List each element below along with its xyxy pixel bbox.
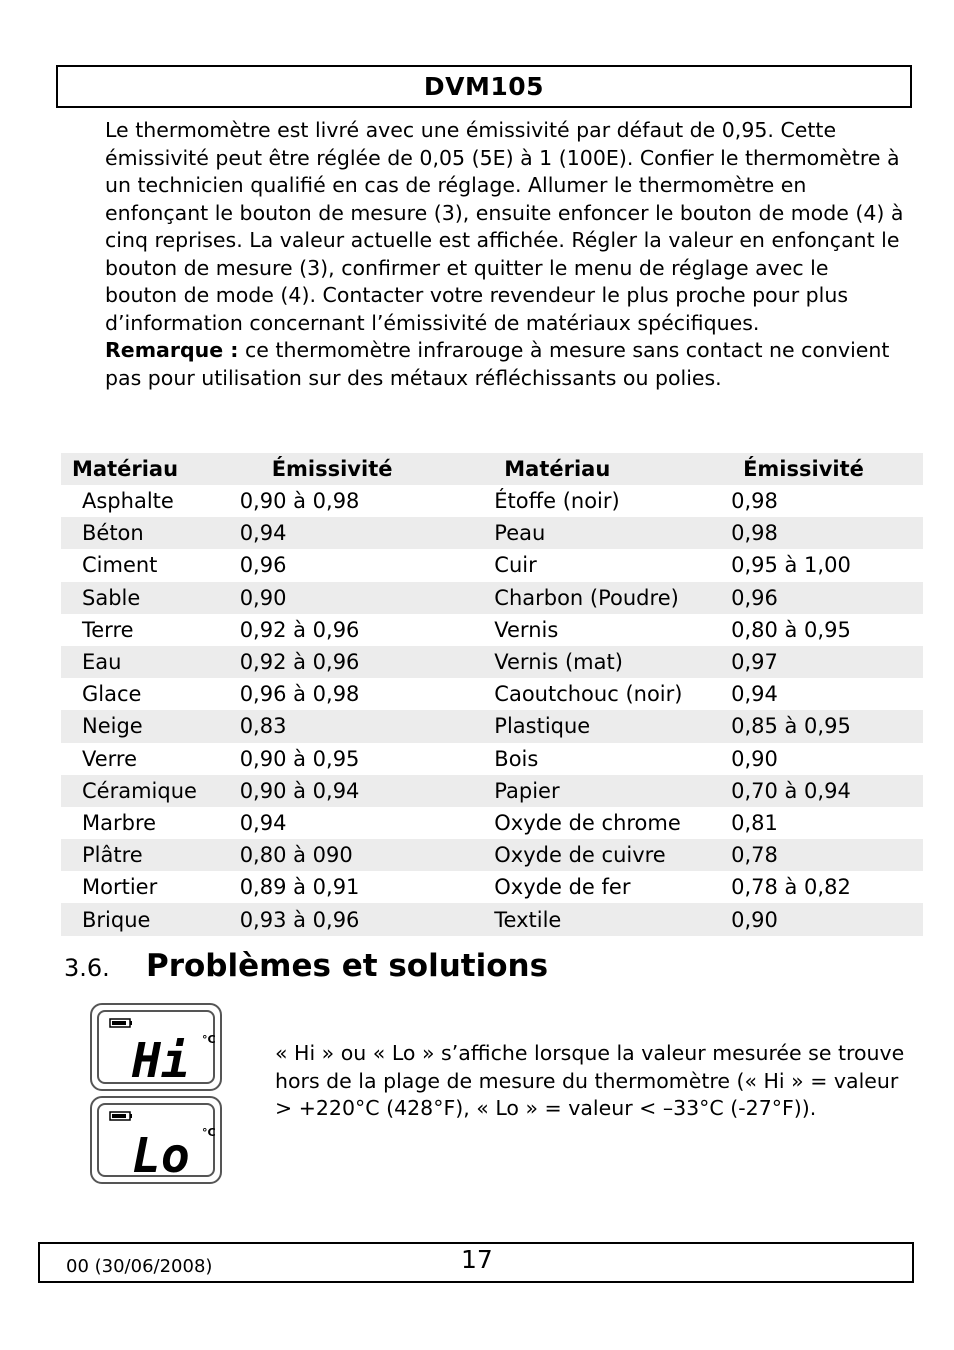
cell-emissivity-2: 0,98 bbox=[731, 517, 923, 549]
intro-paragraph: Le thermomètre est livré avec une émissivité par défaut de 0,95. Cette émissivité peut être réglée de 0,05 (5E) à 1 (100E). Confier le thermomètre à un technicien qualifié en cas de réglage. Allumer le thermomètre en enfonçant le bouton de mesure (3), ensuite enfoncer le bouton de mode (4) à cinq reprises. La valeur actuelle est affichée. Régler la valeur en enfonçant le bouton de mesure (3), confirmer et quitter le menu de réglage avec le bouton de mode (4). Contacter votre revendeur le plus proche pour plus d’information concernant l’émissivité de matériaux spécifiques. bbox=[105, 118, 904, 335]
table-row bbox=[61, 839, 923, 871]
cell-emissivity-1: 0,90 à 0,94 bbox=[240, 775, 495, 807]
table-row bbox=[61, 646, 923, 678]
cell-material-2: Oxyde de cuivre bbox=[494, 839, 731, 871]
cell-material-1: Asphalte bbox=[82, 489, 174, 514]
header-material-2: Matériau bbox=[494, 453, 731, 485]
hi-lo-description: « Hi » ou « Lo » s’affiche lorsque la valeur mesurée se trouve hors de la plage de mesure du thermomètre (« Hi » = valeur > +220°C (428°F), « Lo » = valeur < –33°C (-27°F)). bbox=[275, 1041, 905, 1120]
remark-paragraph bbox=[105, 337, 905, 392]
page-number: 17 bbox=[461, 1245, 493, 1274]
lcd-hi-graphic bbox=[92, 1005, 224, 1093]
cell-emissivity-2: 0,94 bbox=[731, 682, 778, 707]
footer-date: 00 (30/06/2008) bbox=[66, 1256, 213, 1277]
cell-emissivity-2: 0,85 à 0,95 bbox=[731, 710, 923, 742]
lo-unit: °C bbox=[202, 1126, 216, 1139]
cell-material-2: Caoutchouc (noir) bbox=[494, 682, 683, 707]
cell-emissivity-2: 0,78 à 0,82 bbox=[731, 875, 851, 900]
cell-material-2: Peau bbox=[494, 517, 731, 549]
cell-emissivity-2: 0,80 à 0,95 bbox=[731, 617, 851, 642]
cell-material-1: Marbre bbox=[82, 810, 157, 835]
cell-material-2: Étoffe (noir) bbox=[494, 489, 620, 514]
table-row bbox=[61, 485, 923, 517]
remark-label: Remarque : bbox=[105, 338, 239, 362]
cell-material-1: Glace bbox=[82, 682, 142, 707]
cell-material-1: Mortier bbox=[82, 875, 158, 900]
cell-emissivity-2: 0,90 bbox=[731, 746, 778, 771]
header-emissivity-1: Émissivité bbox=[240, 453, 495, 485]
document-footer bbox=[38, 1242, 914, 1283]
cell-emissivity-1: 0,92 à 0,96 bbox=[240, 646, 495, 678]
cell-emissivity-1: 0,90 à 0,95 bbox=[239, 746, 360, 771]
cell-emissivity-1: 0,94 bbox=[240, 517, 495, 549]
battery-icon bbox=[110, 1112, 132, 1120]
cell-emissivity-2: 0,98 bbox=[731, 489, 778, 514]
cell-material-1: Béton bbox=[61, 517, 240, 549]
emissivity-table bbox=[61, 453, 923, 936]
cell-material-2: Oxyde de chrome bbox=[494, 810, 681, 835]
cell-emissivity-2: 0,78 bbox=[731, 839, 923, 871]
cell-material-2: Cuir bbox=[494, 553, 537, 578]
cell-emissivity-2: 0,81 bbox=[731, 810, 778, 835]
intro-section bbox=[105, 117, 905, 392]
cell-emissivity-1: 0,94 bbox=[239, 810, 287, 835]
table-row bbox=[61, 582, 923, 614]
lcd-display-hi bbox=[90, 1003, 222, 1091]
remark-text: ce thermomètre infrarouge à mesure sans contact ne convient pas pour utilisation sur des métaux réfléchissants ou polies. bbox=[105, 338, 890, 390]
cell-material-2: Oxyde de fer bbox=[494, 875, 631, 900]
cell-emissivity-1: 0,92 à 0,96 bbox=[239, 617, 360, 642]
table-row bbox=[61, 775, 923, 807]
cell-material-2: Vernis (mat) bbox=[494, 646, 731, 678]
cell-material-2: Papier bbox=[494, 775, 731, 807]
cell-material-2: Bois bbox=[494, 746, 539, 771]
cell-emissivity-2: 0,97 bbox=[731, 646, 923, 678]
cell-material-1: Plâtre bbox=[61, 839, 240, 871]
table-row bbox=[61, 871, 923, 903]
cell-emissivity-1: 0,93 à 0,96 bbox=[240, 903, 495, 935]
table-header-row bbox=[61, 453, 923, 485]
cell-material-1: Verre bbox=[82, 746, 138, 771]
cell-emissivity-2: 0,90 bbox=[731, 903, 923, 935]
section-title: Problèmes et solutions bbox=[146, 948, 549, 984]
cell-emissivity-1: 0,90 bbox=[240, 582, 495, 614]
cell-emissivity-1: 0,96 à 0,98 bbox=[239, 682, 360, 707]
cell-material-1: Brique bbox=[61, 903, 240, 935]
document-title: DVM105 bbox=[423, 72, 545, 101]
hi-unit: °C bbox=[202, 1033, 216, 1046]
cell-emissivity-1: 0,96 bbox=[239, 553, 287, 578]
table-row bbox=[61, 549, 923, 581]
cell-material-2: Vernis bbox=[494, 617, 559, 642]
document-header bbox=[56, 65, 912, 108]
table-row bbox=[61, 903, 923, 935]
cell-material-1: Sable bbox=[61, 582, 240, 614]
table-row bbox=[61, 678, 923, 710]
lcd-display-lo bbox=[90, 1096, 222, 1184]
lcd-lo-graphic bbox=[92, 1098, 224, 1186]
cell-material-2: Charbon (Poudre) bbox=[494, 582, 731, 614]
table-row bbox=[61, 710, 923, 742]
cell-emissivity-1: 0,89 à 0,91 bbox=[239, 875, 360, 900]
cell-material-1: Eau bbox=[61, 646, 240, 678]
lo-text: Lo bbox=[132, 1128, 190, 1184]
cell-emissivity-1: 0,80 à 090 bbox=[240, 839, 495, 871]
cell-emissivity-2: 0,95 à 1,00 bbox=[731, 553, 851, 578]
cell-material-1: Céramique bbox=[61, 775, 240, 807]
cell-material-1: Ciment bbox=[82, 553, 158, 578]
cell-material-1: Terre bbox=[82, 617, 134, 642]
table-row bbox=[61, 614, 923, 646]
table-row bbox=[61, 807, 923, 839]
table-row bbox=[61, 743, 923, 775]
cell-emissivity-1: 0,90 à 0,98 bbox=[239, 489, 360, 514]
cell-material-2: Plastique bbox=[494, 710, 731, 742]
section-number: 3.6. bbox=[64, 954, 110, 982]
cell-material-2: Textile bbox=[494, 903, 731, 935]
battery-icon bbox=[110, 1019, 132, 1027]
hi-text: Hi bbox=[132, 1033, 190, 1089]
cell-emissivity-2: 0,70 à 0,94 bbox=[731, 775, 923, 807]
cell-emissivity-1: 0,83 bbox=[240, 710, 495, 742]
table-row bbox=[61, 517, 923, 549]
cell-emissivity-2: 0,96 bbox=[731, 582, 923, 614]
section-heading bbox=[64, 948, 548, 984]
header-emissivity-2: Émissivité bbox=[731, 453, 923, 485]
cell-material-1: Neige bbox=[61, 710, 240, 742]
header-material-1: Matériau bbox=[61, 453, 240, 485]
